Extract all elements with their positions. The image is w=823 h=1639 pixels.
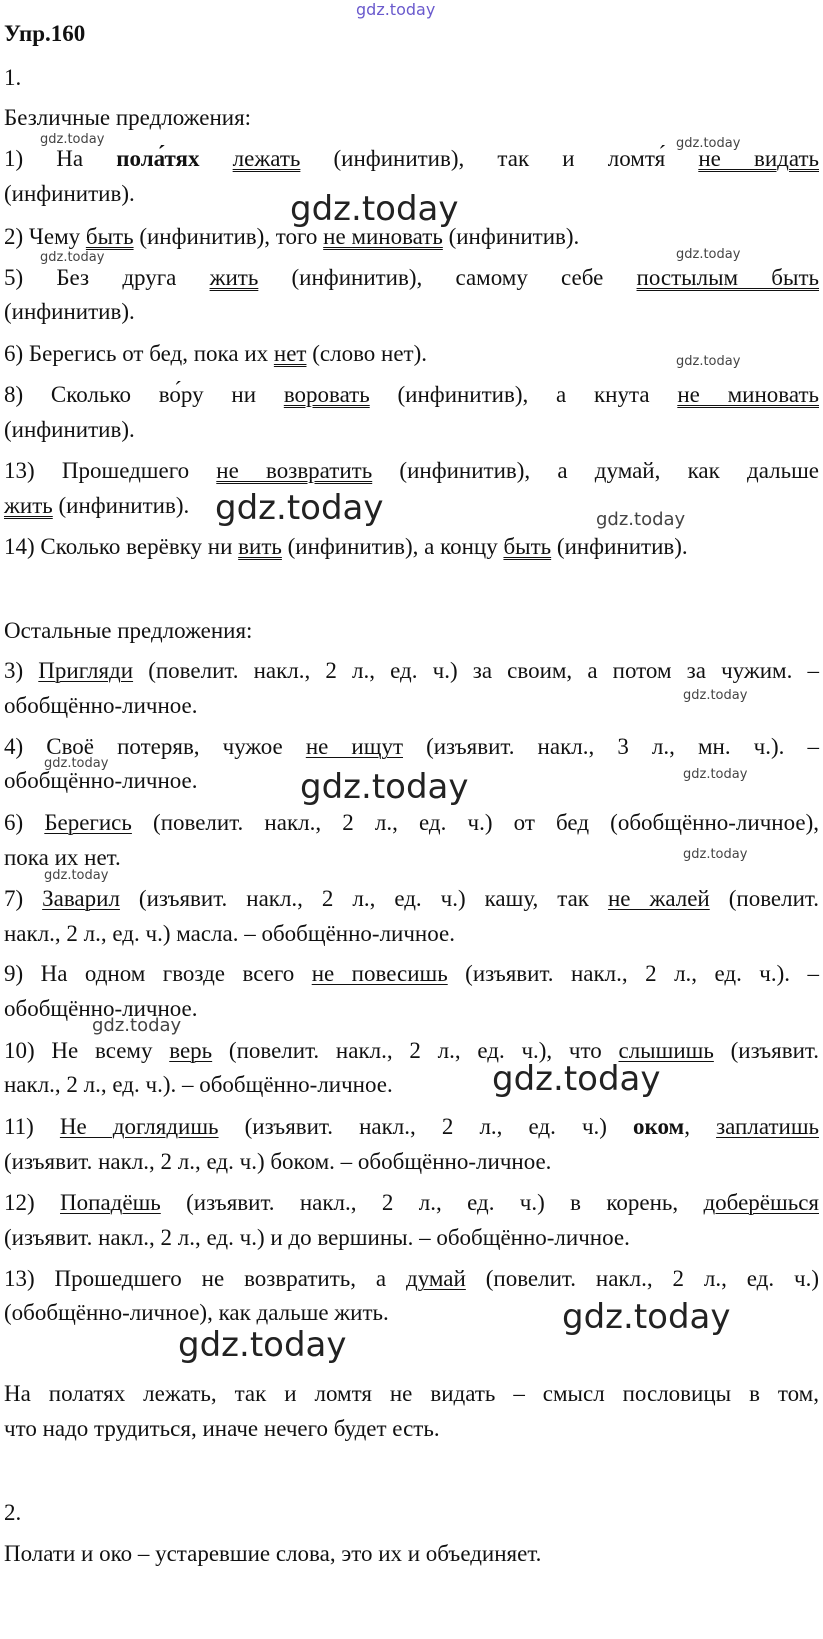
sentence-line: жить (инфинитив). [4, 493, 190, 518]
watermark: gdz.today [40, 132, 105, 147]
sentence-line: обобщённо-личное. [4, 768, 198, 793]
watermark: gdz.today [683, 847, 748, 862]
sentence-line: 5) Без друга жить (инфинитив), самому себе постылым быть [4, 265, 820, 290]
watermark: gdz.today [300, 767, 469, 807]
watermark: gdz.today [178, 1325, 347, 1365]
watermark: gdz.today [92, 1015, 182, 1036]
watermark: gdz.today [290, 189, 459, 229]
explanation-line: На полатях лежать, так и ломтя не видать – смысл пословицы в том, [4, 1381, 819, 1406]
sentence-line: 14) Сколько верёвку ни вить (инфинитив), а концу быть (инфинитив). [4, 534, 688, 559]
watermark: gdz.today [44, 868, 109, 883]
watermark: gdz.today [492, 1059, 661, 1099]
section-number: 2. [4, 1500, 22, 1525]
watermark: gdz.today [683, 688, 748, 703]
watermark: gdz.today [215, 488, 384, 528]
sentence-line: 11) Не доглядишь (изъявит. накл., 2 л., ед. ч.) оком, заплатишь [4, 1114, 820, 1139]
sentence-line: пока их нет. [4, 845, 121, 870]
section-heading: Остальные предложения: [4, 618, 253, 643]
sentence-line: 7) Заварил (изъявит. накл., 2 л., ед. ч.) кашу, так не жалей (повелит. [4, 886, 819, 911]
sentence-line: 6) Берегись (повелит. накл., 2 л., ед. ч.) от бед (обобщённо-личное), [4, 810, 819, 835]
watermark: gdz.today [683, 767, 748, 782]
watermark: gdz.today [44, 756, 109, 771]
sentence-line: 2) Чему быть (инфинитив), того не миновать (инфинитив). [4, 224, 580, 249]
sentence-line: 10) Не всему верь (повелит. накл., 2 л., ед. ч.), что слышишь (изъявит. [4, 1038, 819, 1063]
final-sentence: Полати и око – устаревшие слова, это их и объединяет. [4, 1541, 542, 1566]
sentence-line: накл., 2 л., ед. ч.). – обобщённо-личное. [4, 1072, 393, 1097]
section-heading: Безличные предложения: [4, 105, 252, 130]
sentence-line: обобщённо-личное. [4, 693, 198, 718]
sentence-line: (инфинитив). [4, 181, 135, 206]
sentence-line: 12) Попадёшь (изъявит. накл., 2 л., ед. ч.) в корень, доберёшься [4, 1190, 819, 1215]
sentence-line: накл., 2 л., ед. ч.) масла. – обобщённо-личное. [4, 921, 455, 946]
sentence-line: (обобщённо-личное), как дальше жить. [4, 1300, 389, 1325]
watermark: gdz.today [676, 136, 741, 151]
sentence-line: 4) Своё потеряв, чужое не ищут (изъявит. накл., 3 л., мн. ч.). – [4, 734, 820, 759]
watermark: gdz.today [40, 250, 105, 265]
sentence-line: 9) На одном гвозде всего не повесишь (изъявит. накл., 2 л., ед. ч.). – [4, 961, 819, 986]
watermark: gdz.today [596, 509, 686, 530]
sentence-line: 13) Прошедшего не возвратить, а думай (повелит. накл., 2 л., ед. ч.) [4, 1266, 819, 1291]
watermark: gdz.today [676, 247, 741, 262]
watermark: gdz.today [562, 1297, 731, 1337]
sentence-line: 3) Пригляди (повелит. накл., 2 л., ед. ч.) за своим, а потом за чужим. – [4, 658, 819, 683]
watermark: gdz.today [676, 354, 741, 369]
sentence-line: 6) Берегись от бед, пока их нет (слово нет). [4, 341, 427, 366]
section-number: 1. [4, 65, 22, 90]
sentence-line: (изъявит. накл., 2 л., ед. ч.) боком. – обобщённо-личное. [4, 1149, 552, 1174]
sentence-line: (инфинитив). [4, 299, 135, 324]
sentence-line: 1) На пола́тях лежать (инфинитив), так и ломтя́ не видать [4, 146, 820, 171]
sentence-line: (изъявит. накл., 2 л., ед. ч.) и до вершины. – обобщённо-личное. [4, 1225, 630, 1250]
explanation-line: что надо трудиться, иначе нечего будет есть. [4, 1416, 440, 1441]
watermark-top: gdz.today [356, 0, 436, 19]
sentence-line: 8) Сколько во́ру ни воровать (инфинитив), а кнута не миновать [4, 382, 819, 407]
sentence-line: обобщённо-личное. [4, 996, 198, 1021]
sentence-line: (инфинитив). [4, 417, 135, 442]
exercise-title: Упр.160 [4, 21, 86, 46]
sentence-line: 13) Прошедшего не возвратить (инфинитив), а думай, как дальше [4, 458, 819, 483]
